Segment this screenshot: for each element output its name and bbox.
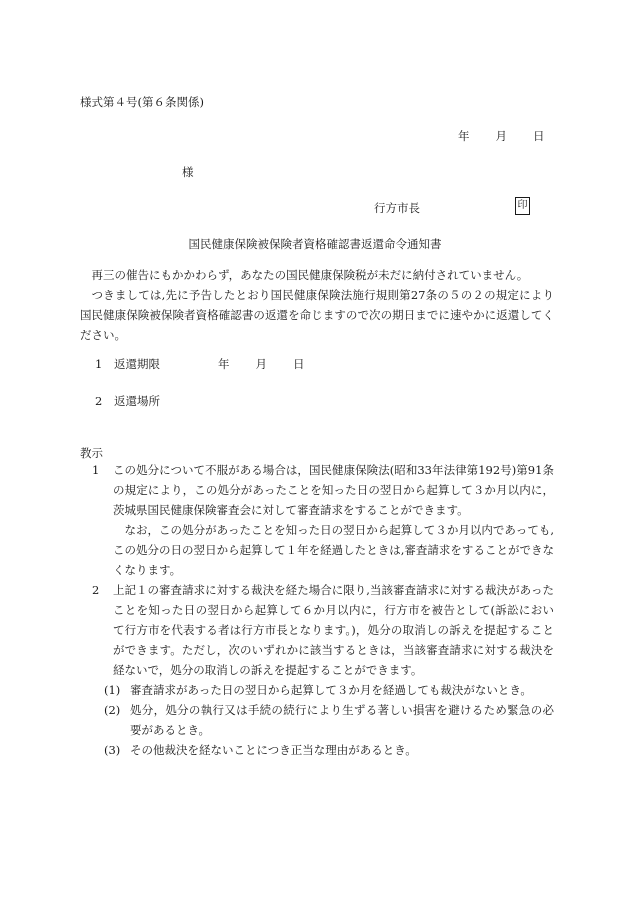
paragraph-text: この処分について不服がある場合は，国民健康保険法(昭和33年法律第192号)第91条の規定により，この処分があったことを知った日の翌日から起算して３か月以内に，茨城県国民健康保険審査会に対して審査請求をすることができます。	[113, 463, 554, 517]
sub-item	[80, 700, 554, 740]
return-deadline-item	[95, 354, 305, 374]
notice-heading: 教示	[80, 446, 103, 460]
deadline-month: 月	[255, 357, 267, 371]
seal-stamp: 印	[515, 197, 530, 215]
sub-item-text: 処分，処分の執行又は手続の続行により生ずる著しい損害を避けるため緊急の必要があるとき。	[130, 703, 554, 737]
item-label: 返還期限	[114, 357, 160, 371]
body-paragraph: つきましては,先に予告したとおり国民健康保険法施行規則第27条の５の２の規定により国民健康保険被保険者資格確認書の返還を命じますので次の期日までに速やかに返還してください。	[80, 288, 554, 342]
body-paragraph: 再三の催告にもかかわらず，あなたの国民健康保険税が未だに納付されていません。	[91, 268, 529, 282]
notice-paragraph-1-sub: なお，この処分があったことを知った日の翌日から起算して３か月以内であっても,この処分の日の翌日から起算して１年を経過したときは,審査請求をすることができなくなります。	[113, 523, 554, 577]
issue-date	[458, 126, 545, 146]
sub-item-text: 審査請求があった日の翌日から起算して３か月を経過しても裁決がないとき。	[130, 683, 532, 697]
sub-item-number: (3)	[104, 743, 121, 757]
notice-body	[80, 265, 554, 345]
return-place-item	[95, 391, 160, 411]
notice-paragraph-1	[80, 460, 554, 520]
issuer-name: 行方市長	[374, 201, 420, 215]
deadline-day: 日	[293, 357, 305, 371]
form-number: 様式第４号(第６条関係)	[80, 95, 204, 109]
addressee-suffix: 様	[182, 165, 194, 179]
item-number: 2	[95, 394, 103, 408]
appeal-notice	[80, 460, 554, 760]
sub-item	[80, 680, 554, 700]
date-year: 年	[458, 129, 470, 143]
sub-item-text: その他裁決を経ないことにつき正当な理由があるとき。	[130, 743, 417, 757]
paragraph-text: 上記１の審査請求に対する裁決を経た場合に限り,当該審査請求に対する裁決があったことを知った日の翌日から起算して６か月以内に，行方市を被告として(訴訟において行方市を代表する者は行方市長となります。)，処分の取消しの訴えを提起することができます。ただし，次のいずれかに該当するときは，当該審査請求に対する裁決を経ないで，処分の取消しの訴えを提起することができます。	[113, 583, 554, 677]
sub-item-number: (2)	[104, 703, 121, 717]
paragraph-number: 1	[92, 463, 100, 477]
sub-item-number: (1)	[104, 683, 121, 697]
notice-paragraph-2	[80, 580, 554, 680]
document-title: 国民健康保険被保険者資格確認書返還命令通知書	[188, 237, 442, 251]
deadline-date	[218, 354, 305, 374]
item-label: 返還場所	[114, 394, 160, 408]
item-number: 1	[95, 357, 103, 371]
date-day: 日	[533, 129, 545, 143]
sub-item	[80, 740, 554, 760]
paragraph-number: 2	[92, 583, 100, 597]
deadline-year: 年	[218, 357, 230, 371]
date-month: 月	[495, 129, 507, 143]
